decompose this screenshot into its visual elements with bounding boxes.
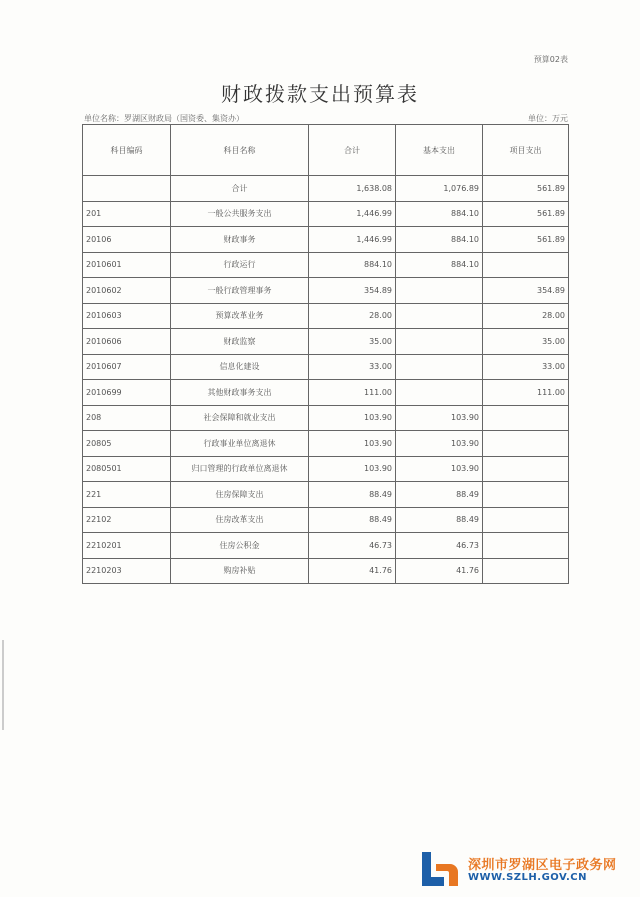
row-name: 信息化建设: [171, 354, 309, 380]
header-code: 科目编码: [83, 125, 171, 176]
logo-text-en: WWW.SZLH.GOV.CN: [468, 872, 587, 883]
row-code: 20106: [83, 227, 171, 253]
row-basic: 88.49: [396, 507, 483, 533]
row-code: 2010607: [83, 354, 171, 380]
table-row: [83, 456, 569, 482]
table-header-row: [83, 125, 569, 176]
row-basic: [396, 329, 483, 355]
row-code: 208: [83, 405, 171, 431]
row-code: 22102: [83, 507, 171, 533]
lh-logo-icon: [420, 850, 462, 890]
row-name: 合计: [171, 176, 309, 202]
header-project: 项目支出: [483, 125, 569, 176]
table-row: [83, 558, 569, 584]
row-basic: 1,076.89: [396, 176, 483, 202]
row-name: 行政事业单位离退休: [171, 431, 309, 457]
table-row: [83, 176, 569, 202]
row-name: 财政事务: [171, 227, 309, 253]
header-name: 科目名称: [171, 125, 309, 176]
row-code: 2010699: [83, 380, 171, 406]
table-row: [83, 227, 569, 253]
row-basic: [396, 354, 483, 380]
table-row: [83, 354, 569, 380]
unit-label: 单位：万元: [528, 114, 568, 123]
row-code: 2010602: [83, 278, 171, 304]
row-basic: 103.90: [396, 456, 483, 482]
header-basic: 基本支出: [396, 125, 483, 176]
row-project: 561.89: [483, 201, 569, 227]
row-project: [483, 558, 569, 584]
row-name: 住房保障支出: [171, 482, 309, 508]
table-row: [83, 405, 569, 431]
row-name: 一般行政管理事务: [171, 278, 309, 304]
row-total: 28.00: [309, 303, 396, 329]
table-row: [83, 329, 569, 355]
row-name: 其他财政事务支出: [171, 380, 309, 406]
row-total: 111.00: [309, 380, 396, 406]
row-total: 88.49: [309, 507, 396, 533]
row-total: 1,446.99: [309, 201, 396, 227]
row-project: [483, 252, 569, 278]
form-number: 预算02表: [533, 55, 568, 64]
row-basic: 884.10: [396, 252, 483, 278]
row-name: 社会保障和就业支出: [171, 405, 309, 431]
site-logo: [420, 850, 630, 890]
row-total: 88.49: [309, 482, 396, 508]
row-project: 33.00: [483, 354, 569, 380]
row-code: 201: [83, 201, 171, 227]
row-total: 1,446.99: [309, 227, 396, 253]
row-code: 2210203: [83, 558, 171, 584]
row-basic: 41.76: [396, 558, 483, 584]
table-row: [83, 303, 569, 329]
row-project: 35.00: [483, 329, 569, 355]
row-project: [483, 482, 569, 508]
table-row: [83, 252, 569, 278]
header-total: 合计: [309, 125, 396, 176]
row-basic: 88.49: [396, 482, 483, 508]
row-code: 2010603: [83, 303, 171, 329]
row-basic: 103.90: [396, 431, 483, 457]
row-total: 33.00: [309, 354, 396, 380]
row-code: 2080501: [83, 456, 171, 482]
row-project: 561.89: [483, 176, 569, 202]
row-basic: 46.73: [396, 533, 483, 559]
row-name: 一般公共服务支出: [171, 201, 309, 227]
row-code: 2010601: [83, 252, 171, 278]
row-project: [483, 431, 569, 457]
table-row: [83, 482, 569, 508]
row-total: 46.73: [309, 533, 396, 559]
row-total: 41.76: [309, 558, 396, 584]
row-total: 103.90: [309, 405, 396, 431]
logo-text-cn: 深圳市罗湖区电子政务网: [468, 858, 617, 873]
row-project: [483, 507, 569, 533]
row-code: 20805: [83, 431, 171, 457]
row-basic: 884.10: [396, 201, 483, 227]
row-total: 884.10: [309, 252, 396, 278]
row-total: 103.90: [309, 431, 396, 457]
row-project: 111.00: [483, 380, 569, 406]
row-basic: [396, 303, 483, 329]
row-total: 103.90: [309, 456, 396, 482]
row-name: 住房改革支出: [171, 507, 309, 533]
row-basic: [396, 380, 483, 406]
page-title: 财政拨款支出预算表: [221, 82, 419, 106]
table-row: [83, 533, 569, 559]
row-code: [83, 176, 171, 202]
row-basic: 884.10: [396, 227, 483, 253]
table-row: [83, 201, 569, 227]
table-row: [83, 507, 569, 533]
table-row: [83, 380, 569, 406]
scan-edge-mark: [2, 640, 4, 730]
row-project: 561.89: [483, 227, 569, 253]
row-name: 住房公积金: [171, 533, 309, 559]
row-name: 购房补贴: [171, 558, 309, 584]
row-code: 2010606: [83, 329, 171, 355]
row-total: 354.89: [309, 278, 396, 304]
row-basic: 103.90: [396, 405, 483, 431]
table-body: [83, 176, 569, 584]
row-name: 归口管理的行政单位离退休: [171, 456, 309, 482]
row-code: 2210201: [83, 533, 171, 559]
row-project: [483, 456, 569, 482]
row-basic: [396, 278, 483, 304]
row-code: 221: [83, 482, 171, 508]
unit-name: 单位名称：罗湖区财政局（国资委、集资办）: [84, 114, 244, 123]
budget-table: [82, 124, 569, 584]
row-name: 财政监察: [171, 329, 309, 355]
row-project: 354.89: [483, 278, 569, 304]
row-name: 预算改革业务: [171, 303, 309, 329]
row-total: 35.00: [309, 329, 396, 355]
row-name: 行政运行: [171, 252, 309, 278]
table-row: [83, 278, 569, 304]
table-row: [83, 431, 569, 457]
row-project: [483, 405, 569, 431]
row-project: 28.00: [483, 303, 569, 329]
row-total: 1,638.08: [309, 176, 396, 202]
row-project: [483, 533, 569, 559]
